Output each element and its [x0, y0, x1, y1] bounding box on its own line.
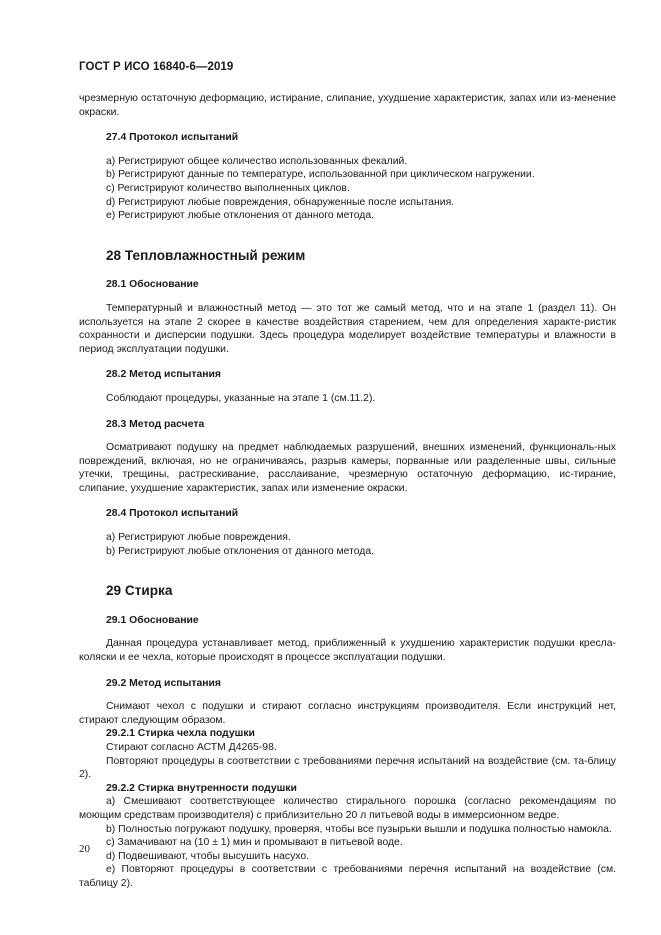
paragraph: Соблюдают процедуры, указанные на этапе 1 (см.11.2). [106, 392, 376, 404]
section-heading: 28.3 Метод расчета [106, 418, 205, 430]
section-heading: 28.2 Метод испытания [106, 369, 221, 381]
list-item: c) Регистрируют количество выполненных циклов. [106, 182, 350, 194]
list-item: b) Регистрируют любые отклонения от данного метода. [106, 545, 375, 557]
document-header: ГОСТ Р ИСО 16840-6—2019 [79, 61, 234, 73]
subsection-heading: 29.2.2 Стирка внутренности подушки [106, 782, 297, 794]
list [79, 155, 616, 223]
paragraph: Температурный и влажностный метод — это тот же самый метод, что и на этапе 1 (раздел 11). Он используется на этапе 2 скорее в качестве воздействия старением, чем для определения характе-ристик сохранности и дисперсии подушки. Здесь процедура моделирует воздействие температуры и влажности в период эксплуатации подушки. [79, 302, 616, 355]
list-item: а) Смешивают соответствующее количество стирального порошка (согласно рекомендациям по моющим средствам производителя) с приблизительно 20 л питьевой воды в иммерсионном ведре. [79, 796, 616, 821]
section-heading: 28.1 Обоснование [106, 279, 199, 291]
list [79, 531, 616, 558]
section-heading: 29.2 Метод испытания [106, 677, 221, 689]
list-item: e) Повторяют процедуры в соответствии с требованиями перечня испытаний на воздействие (см. таблицу 2). [79, 864, 616, 889]
page-number: 20 [79, 843, 90, 855]
paragraph: Повторяют процедуры в соответствии с требованиями перечня испытаний на воздействие (см. та-блицу 2). [79, 755, 616, 781]
list-item: c) Замачивают на (10 ± 1) мин и промывают в питьевой воде. [106, 837, 403, 849]
paragraph: Осматривают подушку на предмет наблюдаемых разрушений, внешних изменений, функциональ-ных повреждений, включая, но не ограничиваясь, разрыв камеры, порванные или разделенные швы, сильные утечки, трещины, растрескивание, расслаивание, чрезмерную остаточную деформацию, ис-тирание, слипание, ухудшение характеристик, запах или изменение окраски. [79, 442, 616, 494]
paragraph: Стирают согласно АСТМ Д4265-98. [106, 742, 277, 753]
list-item: d) Регистрируют любые повреждения, обнаруженные после испытания. [106, 196, 455, 208]
section-heading: 29.1 Обоснование [106, 614, 199, 626]
paragraph: Данная процедура устанавливает метод, приближенный к ухудшению характеристик подушки кресла-коляски и ее чехла, которые происходят в процессе эксплуатации подушки. [79, 638, 616, 664]
paragraph: Снимают чехол с подушки и стирают согласно инструкциям производителя. Если инструкций нет, стирают следующим образом. [79, 701, 616, 726]
document-body [79, 92, 616, 891]
list-item: d) Подвешивают, чтобы высушить насухо. [106, 850, 310, 862]
list-item: а) Регистрируют любые повреждения. [106, 532, 291, 544]
chapter-heading: 28 Тепловлажностный режим [106, 247, 306, 263]
list-item: а) Регистрируют общее количество использованных фекалий. [106, 155, 408, 167]
section-heading: 28.4 Протокол испытаний [106, 508, 239, 520]
list-item: e) Регистрируют любые отклонения от данного метода. [106, 210, 375, 222]
subsection-heading: 29.2.1 Стирка чехла подушки [106, 728, 255, 740]
section-heading: 27.4 Протокол испытаний [106, 132, 239, 144]
paragraph: чрезмерную остаточную деформацию, истирание, слипание, ухудшение характеристик, запах или из-менение окраски. [79, 93, 616, 118]
chapter-heading: 29 Стирка [106, 583, 173, 599]
list-item: b) Регистрируют данные по температуре, использованной при циклическом нагружении. [106, 169, 535, 181]
list-item: b) Полностью погружают подушку, проверяя, чтобы все пузырьки вышли и подушка полностью намокла. [106, 823, 612, 835]
